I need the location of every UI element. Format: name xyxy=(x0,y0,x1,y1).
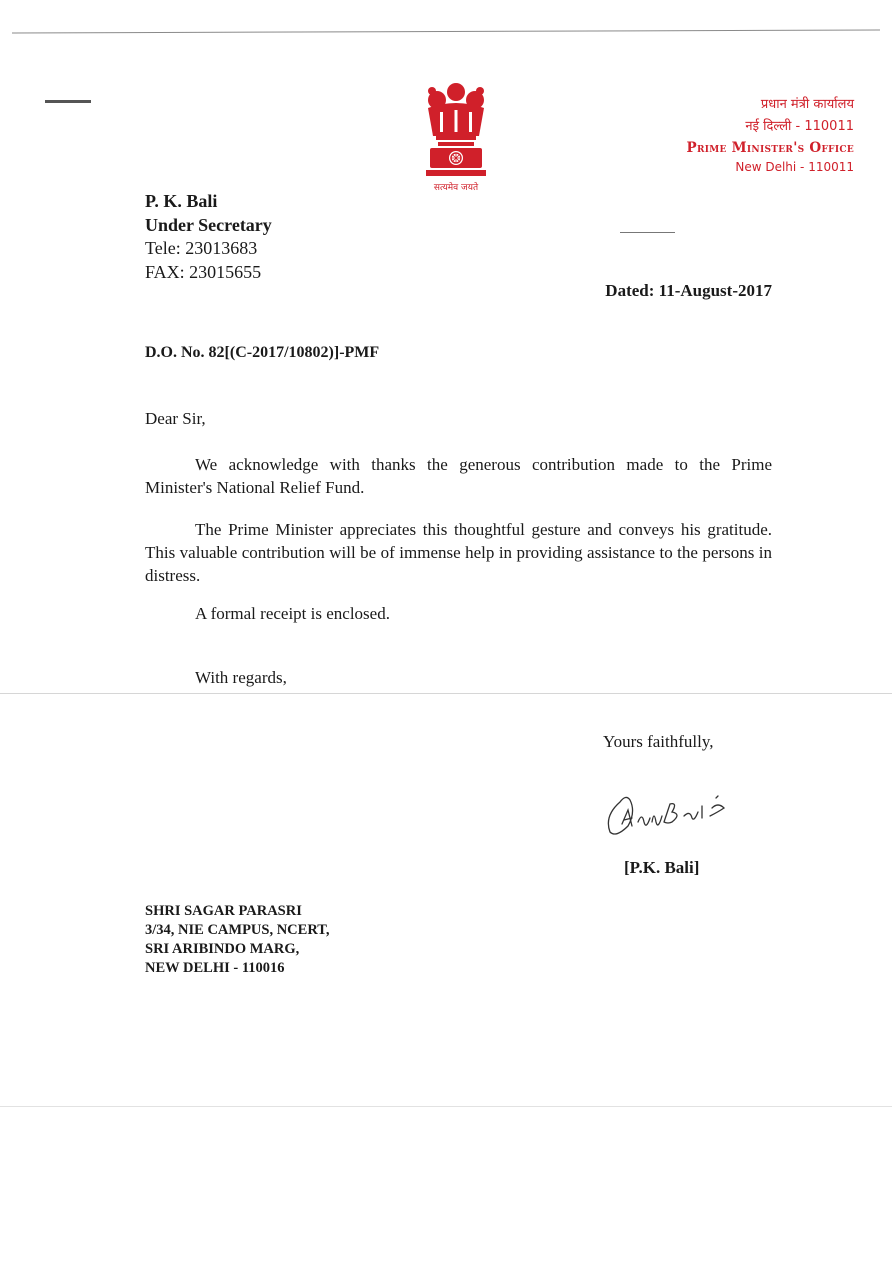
addressee-block xyxy=(145,902,330,978)
office-name-hindi: प्रधान मंत्री कार्यालय xyxy=(760,97,854,112)
receipt-note: A formal receipt is enclosed. xyxy=(195,604,390,623)
office-city-hindi: नई दिल्ली - 110011 xyxy=(745,119,854,134)
closing-yours-faithfully: Yours faithfully, xyxy=(603,732,714,751)
office-header xyxy=(687,94,855,176)
national-emblem-icon xyxy=(416,80,496,192)
office-name-english: Prime Minister's Office xyxy=(686,140,854,156)
letter-date: Dated: 11-August-2017 xyxy=(605,281,772,300)
sender-name: P. K. Bali xyxy=(145,191,218,211)
scan-artifact-line xyxy=(0,693,892,694)
sender-fax: FAX: 23015655 xyxy=(145,261,262,282)
salutation: Dear Sir, xyxy=(145,409,206,428)
emblem-motto: सत्यमेव जयते xyxy=(433,183,479,193)
closing-regards: With regards, xyxy=(195,668,287,687)
addressee-line: NEW DELHI - 110016 xyxy=(145,960,285,976)
scan-artifact-line xyxy=(0,1106,892,1107)
signer-name: [P.K. Bali] xyxy=(624,858,700,877)
reference-number: D.O. No. 82[(C-2017/10802)]-PMF xyxy=(145,344,380,361)
sender-designation: Under Secretary xyxy=(145,214,272,235)
addressee-line: SRI ARIBINDO MARG, xyxy=(145,941,300,957)
body-paragraph-2: The Prime Minister appreciates this thoughtful gesture and conveys his gratitude. This valuable contribution will be of immense help in providing assistance to the persons in distress. xyxy=(145,520,772,585)
sender-telephone: Tele: 23013683 xyxy=(145,238,258,258)
office-city-english: New Delhi - 110011 xyxy=(735,160,854,174)
scan-artifact-line xyxy=(45,100,91,103)
addressee-line: SHRI SAGAR PARASRI xyxy=(145,903,302,919)
body-paragraph-1: We acknowledge with thanks the generous contribution made to the Prime Minister's National Relief Fund. xyxy=(145,455,772,497)
scan-artifact-line xyxy=(620,232,675,233)
scan-artifact-line xyxy=(12,29,880,33)
addressee-line: 3/34, NIE CAMPUS, NCERT, xyxy=(145,922,330,938)
handwritten-signature xyxy=(598,782,738,848)
sender-block xyxy=(145,190,272,284)
